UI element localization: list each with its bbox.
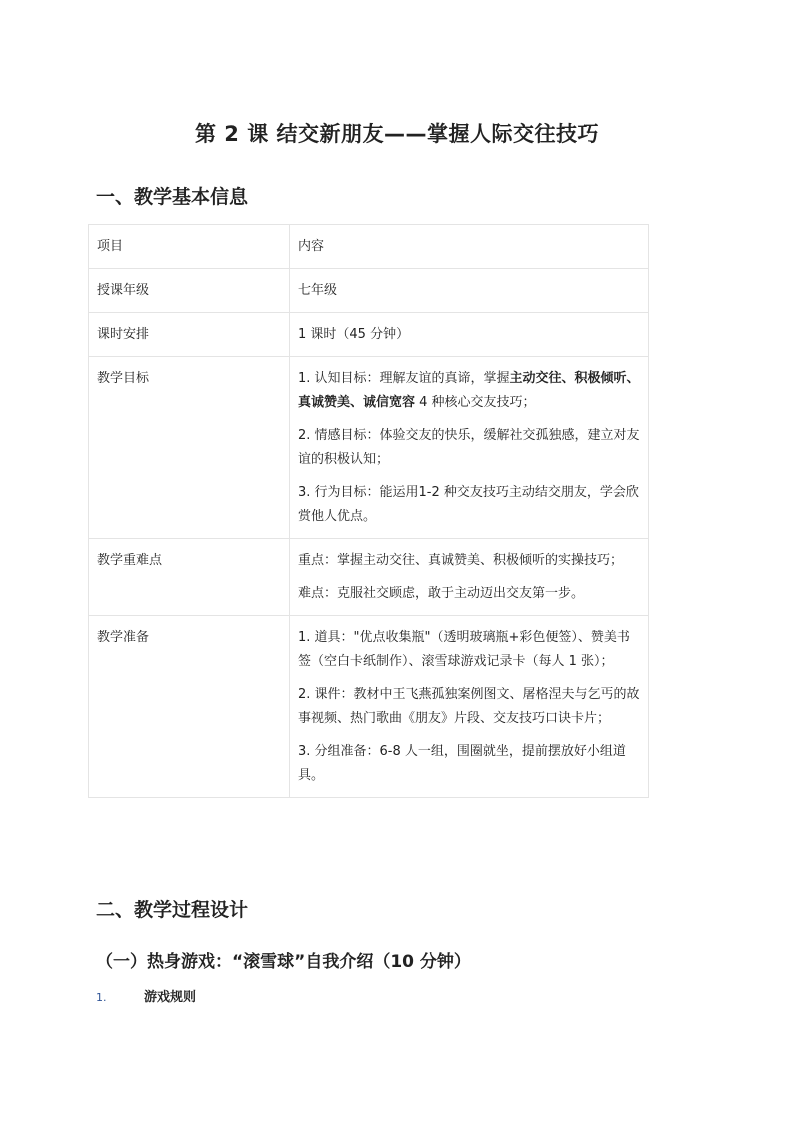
goal-cognitive-text-a: 1. 认知目标：理解友谊的真谛，掌握 xyxy=(298,371,510,386)
table-row xyxy=(89,357,649,539)
goal-cognitive-skills: 主动交往、积极倾听、真诚赞美、诚信宽容 xyxy=(298,371,640,410)
focus-key-point: 重点：掌握主动交往、真诚赞美、积极倾听的实操技巧； xyxy=(298,553,624,568)
row-key-goals: 教学目标 xyxy=(89,357,290,539)
row-value-focus xyxy=(290,539,649,616)
table-row xyxy=(89,269,649,313)
row-value-hours: 1 课时（45 分钟） xyxy=(290,313,649,357)
focus-difficulty: 难点：克服社交顾虑，敢于主动迈出交友第一步。 xyxy=(298,586,585,601)
table-row xyxy=(89,225,649,269)
prep-props: 1. 道具："优点收集瓶"（透明玻璃瓶+彩色便签）、赞美书签（空白卡纸制作）、滚雪球游戏记录卡（每人 1 张）； xyxy=(298,630,630,669)
table-row xyxy=(89,616,649,798)
section-heading-process: 二、教学过程设计 xyxy=(96,899,249,921)
row-key-grade: 授课年级 xyxy=(89,269,290,313)
list-item-number: 1. xyxy=(96,991,107,1004)
table-row xyxy=(89,313,649,357)
list-item-text: 游戏规则 xyxy=(144,990,197,1005)
row-key-prep: 教学准备 xyxy=(89,616,290,798)
row-value-prep xyxy=(290,616,649,798)
basic-info-table xyxy=(88,224,649,798)
table-header-key: 项目 xyxy=(89,225,290,269)
goal-emotional: 2. 情感目标：体验交友的快乐，缓解社交孤独感，建立对友谊的积极认知； xyxy=(298,428,640,467)
prep-grouping: 3. 分组准备：6-8 人一组，围圈就坐，提前摆放好小组道具。 xyxy=(298,744,626,783)
document-title: 第 2 课 结交新朋友——掌握人际交往技巧 xyxy=(194,122,600,146)
goal-cognitive-text-c: 4 种核心交友技巧； xyxy=(415,395,536,410)
row-key-focus: 教学重难点 xyxy=(89,539,290,616)
row-value-goals xyxy=(290,357,649,539)
table-row xyxy=(89,539,649,616)
goal-cognitive xyxy=(298,367,640,415)
goal-behavioral: 3. 行为目标：能运用1-2 种交友技巧主动结交朋友，学会欣赏他人优点。 xyxy=(298,485,639,524)
subsection-heading-warmup: （一）热身游戏：“滚雪球”自我介绍（10 分钟） xyxy=(96,952,471,972)
row-value-grade: 七年级 xyxy=(290,269,649,313)
section-heading-basic-info: 一、教学基本信息 xyxy=(96,186,249,208)
row-key-hours: 课时安排 xyxy=(89,313,290,357)
prep-courseware: 2. 课件：教材中王飞燕孤独案例图文、屠格涅夫与乞丐的故事视频、热门歌曲《朋友》片段、交友技巧口诀卡片； xyxy=(298,687,640,726)
table-header-value: 内容 xyxy=(290,225,649,269)
list-item xyxy=(96,988,196,1008)
